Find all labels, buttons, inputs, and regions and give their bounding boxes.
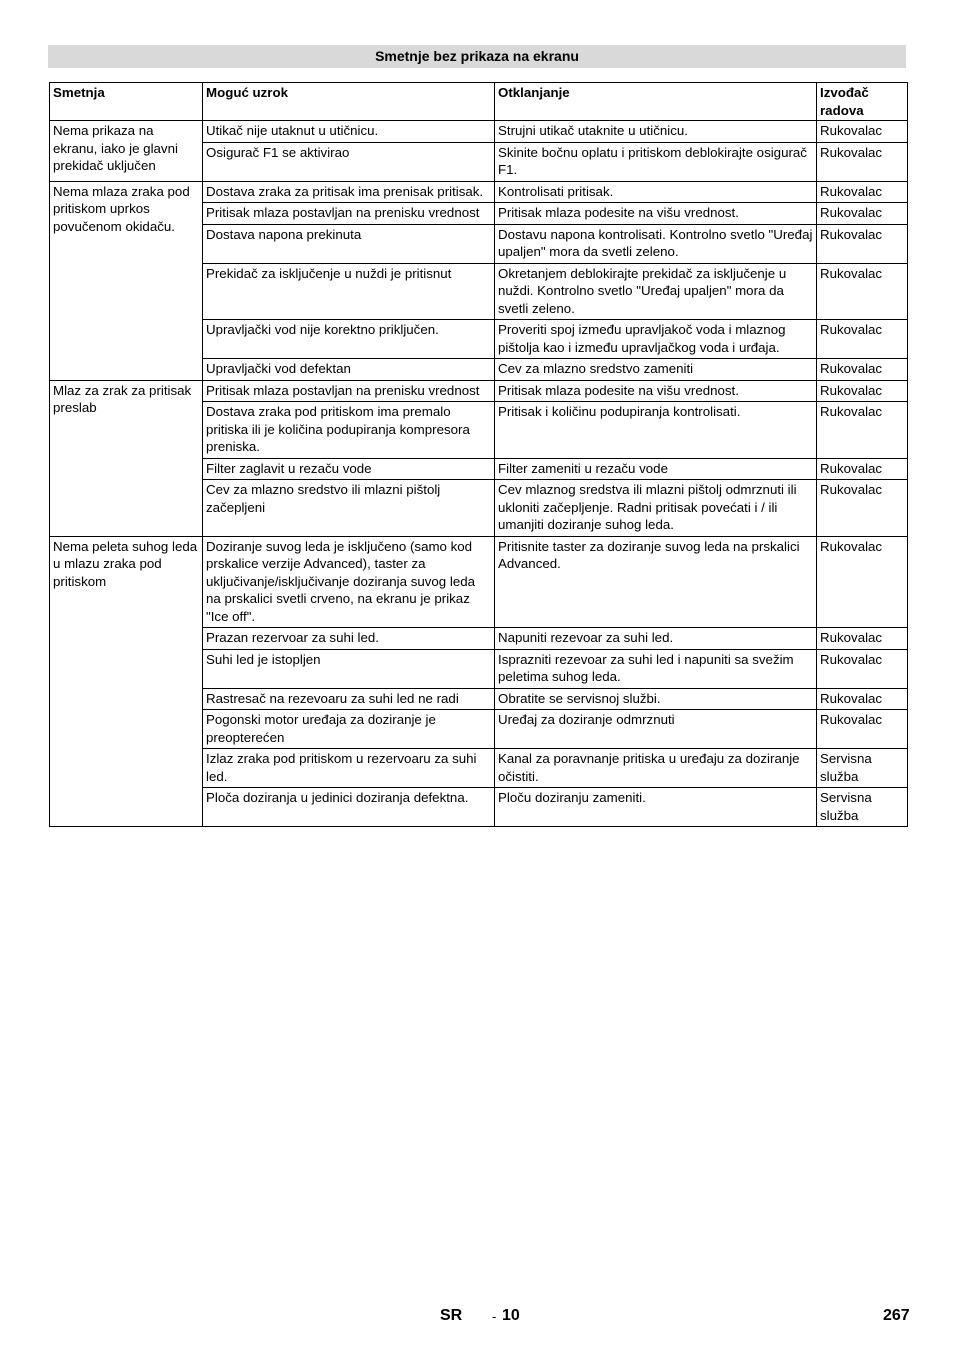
table-row [50, 536, 908, 628]
footer-dash: - [492, 1309, 497, 1324]
performed-by-cell: Rukovalac [817, 649, 908, 688]
cause-cell: Utikač nije utaknut u utičnicu. [203, 121, 495, 143]
remedy-cell: Cev mlaznog sredstva ili mlazni pištolj odmrznuti ili ukloniti začepljenje. Radni pritisak povećati i / ili umanjiti doziranje suhog leda. [495, 480, 817, 537]
cause-cell: Izlaz zraka pod pritiskom u rezervoaru za suhi led. [203, 749, 495, 788]
remedy-cell: Ploču doziranju zameniti. [495, 788, 817, 827]
cause-cell: Doziranje suvog leda je isključeno (samo kod prskalice verzije Advanced), taster za uključivanje/isključivanje doziranja suvog leda na prskalici svetli crveno, na ekranu je prikaz "Ice off". [203, 536, 495, 628]
table-row [50, 380, 908, 402]
cause-cell: Rastresač na rezevoaru za suhi led ne radi [203, 688, 495, 710]
performed-by-cell: Servisna služba [817, 749, 908, 788]
remedy-cell: Okretanjem deblokirajte prekidač za isključenje u nuždi. Kontrolno svetlo "Uređaj upaljen" mora da svetli zeleno. [495, 263, 817, 320]
performed-by-cell: Rukovalac [817, 263, 908, 320]
section-title: Smetnje bez prikaza na ekranu [48, 45, 906, 68]
performed-by-cell: Rukovalac [817, 380, 908, 402]
table-row [50, 121, 908, 143]
table-header-row [50, 83, 908, 121]
header-performed-by: Izvođač radova [817, 83, 908, 121]
cause-cell: Ploča doziranja u jedinici doziranja defektna. [203, 788, 495, 827]
cause-cell: Upravljački vod nije korektno priključen. [203, 320, 495, 359]
remedy-cell: Filter zameniti u rezaču vode [495, 458, 817, 480]
fault-cell: Nema peleta suhog leda u mlazu zraka pod pritiskom [50, 536, 203, 827]
cause-cell: Dostava zraka pod pritiskom ima premalo pritiska ili je količina podupiranja kompresora preniska. [203, 402, 495, 459]
performed-by-cell: Rukovalac [817, 142, 908, 181]
remedy-cell: Pritisak mlaza podesite na višu vrednost. [495, 203, 817, 225]
cause-cell: Upravljački vod defektan [203, 359, 495, 381]
header-fault: Smetnja [50, 83, 203, 121]
remedy-cell: Cev za mlazno sredstvo zameniti [495, 359, 817, 381]
cause-cell: Suhi led je istopljen [203, 649, 495, 688]
cause-cell: Prekidač za isključenje u nuždi je pritisnut [203, 263, 495, 320]
remedy-cell: Uređaj za doziranje odmrznuti [495, 710, 817, 749]
performed-by-cell: Rukovalac [817, 458, 908, 480]
footer-language: SR [440, 1307, 463, 1324]
remedy-cell: Proveriti spoj između upravljakoč voda i mlaznog pištolja kao i između upravljačkog voda i urđaja. [495, 320, 817, 359]
table-row [50, 181, 908, 203]
remedy-cell: Pritisak mlaza podesite na višu vrednost. [495, 380, 817, 402]
troubleshooting-table [49, 82, 908, 827]
fault-cell: Nema prikaza na ekranu, iako je glavni prekidač uključen [50, 121, 203, 182]
performed-by-cell: Rukovalac [817, 224, 908, 263]
cause-cell: Pritisak mlaza postavljan na prenisku vrednost [203, 203, 495, 225]
header-cause: Moguć uzrok [203, 83, 495, 121]
remedy-cell: Obratite se servisnoj službi. [495, 688, 817, 710]
remedy-cell: Napuniti rezevoar za suhi led. [495, 628, 817, 650]
footer-local-page: 10 [502, 1307, 520, 1324]
remedy-cell: Dostavu napona kontrolisati. Kontrolno svetlo "Uređaj upaljen" mora da svetli zeleno. [495, 224, 817, 263]
performed-by-cell: Rukovalac [817, 480, 908, 537]
remedy-cell: Kanal za poravnanje pritiska u uređaju za doziranje očistiti. [495, 749, 817, 788]
performed-by-cell: Servisna služba [817, 788, 908, 827]
header-remedy: Otklanjanje [495, 83, 817, 121]
remedy-cell: Strujni utikač utaknite u utičnicu. [495, 121, 817, 143]
remedy-cell: Pritisnite taster za doziranje suvog leda na prskalici Advanced. [495, 536, 817, 628]
performed-by-cell: Rukovalac [817, 688, 908, 710]
performed-by-cell: Rukovalac [817, 402, 908, 459]
performed-by-cell: Rukovalac [817, 628, 908, 650]
fault-cell: Nema mlaza zraka pod pritiskom uprkos povučenom okidaču. [50, 181, 203, 380]
remedy-cell: Isprazniti rezevoar za suhi led i napuniti sa svežim peletima suhog leda. [495, 649, 817, 688]
cause-cell: Dostava napona prekinuta [203, 224, 495, 263]
footer-page-number: 267 [883, 1307, 910, 1324]
performed-by-cell: Rukovalac [817, 121, 908, 143]
performed-by-cell: Rukovalac [817, 320, 908, 359]
performed-by-cell: Rukovalac [817, 536, 908, 628]
performed-by-cell: Rukovalac [817, 710, 908, 749]
cause-cell: Pritisak mlaza postavljan na prenisku vrednost [203, 380, 495, 402]
cause-cell: Cev za mlazno sredstvo ili mlazni pištolj začepljeni [203, 480, 495, 537]
performed-by-cell: Rukovalac [817, 359, 908, 381]
remedy-cell: Pritisak i količinu podupiranja kontrolisati. [495, 402, 817, 459]
cause-cell: Filter zaglavit u rezaču vode [203, 458, 495, 480]
performed-by-cell: Rukovalac [817, 181, 908, 203]
cause-cell: Prazan rezervoar za suhi led. [203, 628, 495, 650]
remedy-cell: Kontrolisati pritisak. [495, 181, 817, 203]
remedy-cell: Skinite bočnu oplatu i pritiskom deblokirajte osigurač F1. [495, 142, 817, 181]
cause-cell: Dostava zraka za pritisak ima prenisak pritisak. [203, 181, 495, 203]
cause-cell: Pogonski motor uređaja za doziranje je preopterećen [203, 710, 495, 749]
cause-cell: Osigurač F1 se aktivirao [203, 142, 495, 181]
performed-by-cell: Rukovalac [817, 203, 908, 225]
fault-cell: Mlaz za zrak za pritisak preslab [50, 380, 203, 536]
